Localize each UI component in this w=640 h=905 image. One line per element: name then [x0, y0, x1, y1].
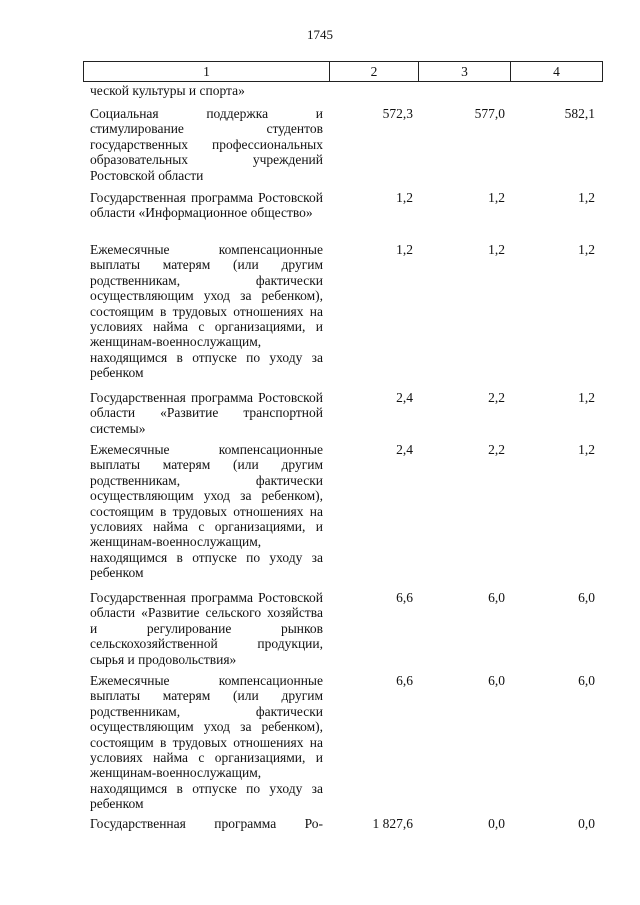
continuation-text: ческой культуры и спорта» — [90, 83, 245, 98]
row-value-col-2: 1,2 — [396, 190, 413, 205]
row-value-col-3: 6,0 — [488, 673, 505, 688]
row-value-col-3: 6,0 — [488, 590, 505, 605]
row-value-col-3: 1,2 — [488, 242, 505, 257]
row-value-col-4: 1,2 — [578, 390, 595, 405]
row-value-col-2: 2,4 — [396, 390, 413, 405]
row-value-col-2: 2,4 — [396, 442, 413, 457]
row-value-col-2: 6,6 — [396, 673, 413, 688]
row-name: Государственная программа Ро- — [90, 816, 323, 831]
row-name: Ежемесячные компенсационные выплаты матерям (или другим родственникам, фактически осуществляющим уход за ребенком), состоящим в трудовых отношениях на условиях найма с организациями, и женщинам-военнослужащим, находящимся в отпуске по уходу за ребенком — [90, 242, 323, 381]
row-value-col-4: 582,1 — [564, 106, 595, 121]
row-value-col-2: 1,2 — [396, 242, 413, 257]
row-name: Социальная поддержка и стимулирование студентов государственных профессиональных образовательных учреждений Ростовской области — [90, 106, 323, 183]
row-name: Государственная программа Ростовской области «Развитие транспортной системы» — [90, 390, 323, 436]
row-value-col-3: 0,0 — [488, 816, 505, 831]
row-name: Ежемесячные компенсационные выплаты матерям (или другим родственникам, фактически осуществляющим уход за ребенком), состоящим в трудовых отношениях на условиях найма с организациями, и женщинам-военнослужащим, находящимся в отпуске по уходу за ребенком — [90, 442, 323, 581]
header-col-3: 3 — [419, 62, 511, 81]
row-value-col-2: 6,6 — [396, 590, 413, 605]
row-value-col-2: 572,3 — [382, 106, 413, 121]
row-name: Государственная программа Ростовской области «Информационное общество» — [90, 190, 323, 221]
row-value-col-2: 1 827,6 — [372, 816, 413, 831]
header-col-1: 1 — [84, 62, 330, 81]
header-col-4: 4 — [553, 64, 560, 79]
row-value-col-3: 2,2 — [488, 390, 505, 405]
row-name: Государственная программа Ростовской области «Развитие сельского хозяйства и регулирование рынков сельскохозяйственной продукции, сырья и продовольствия» — [90, 590, 323, 667]
row-value-col-4: 6,0 — [578, 590, 595, 605]
page-number: 1745 — [307, 27, 333, 42]
row-value-col-4: 1,2 — [578, 190, 595, 205]
row-value-col-4: 1,2 — [578, 442, 595, 457]
row-value-col-3: 577,0 — [474, 106, 505, 121]
row-value-col-4: 0,0 — [578, 816, 595, 831]
row-value-col-3: 1,2 — [488, 190, 505, 205]
row-value-col-3: 2,2 — [488, 442, 505, 457]
header-col-2: 2 — [330, 62, 419, 81]
row-name: Ежемесячные компенсационные выплаты матерям (или другим родственникам, фактически осуществляющим уход за ребенком), состоящим в трудовых отношениях на условиях найма с организациями, и женщинам-военнослужащим, находящимся в отпуске по уходу за ребенком — [90, 673, 323, 812]
table-header — [83, 61, 603, 82]
row-value-col-4: 1,2 — [578, 242, 595, 257]
row-value-col-4: 6,0 — [578, 673, 595, 688]
